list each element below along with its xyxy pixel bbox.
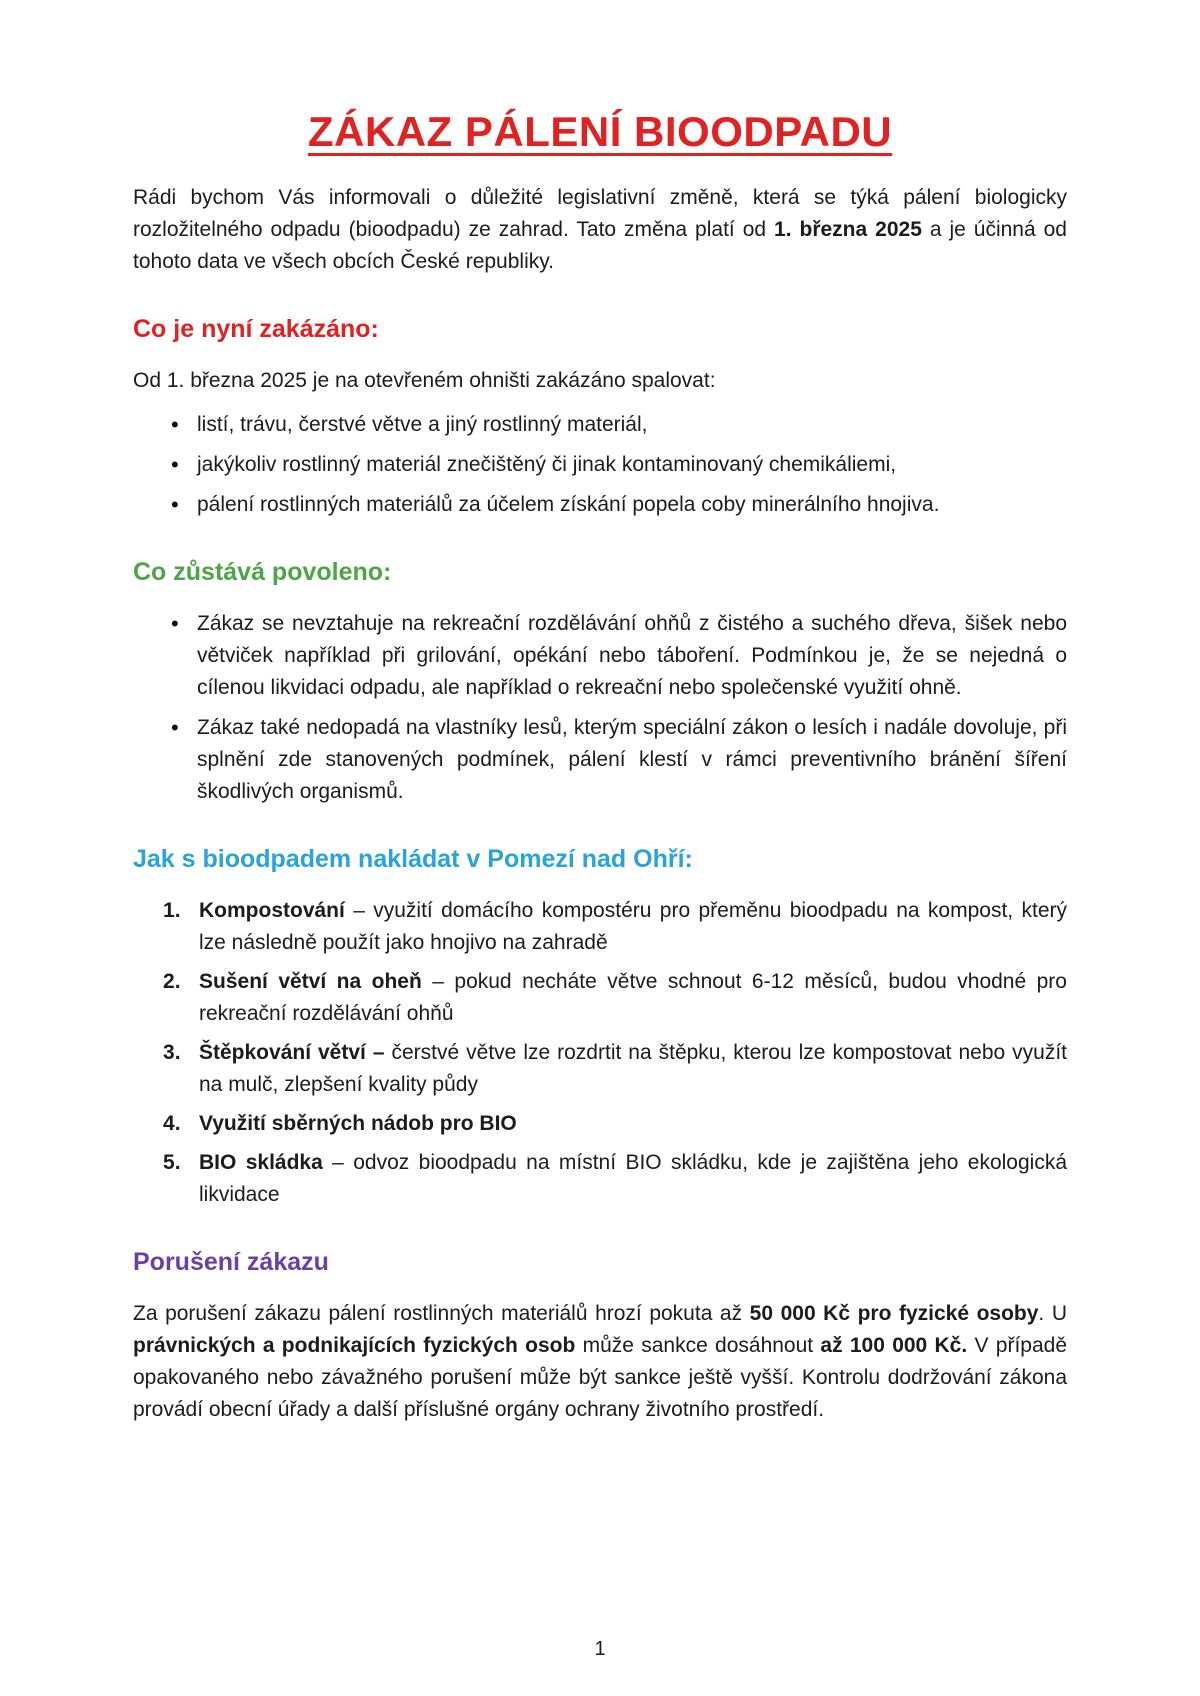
list-item: • Zákaz se nevztahuje na rekreační rozdělávání ohňů z čistého a suchého dřeva, šišek nebo větviček například při grilování, opékání nebo táboření. Podmínkou je, že se nejedná o cílenou likvidaci odpadu, ale například o rekreační nebo společenské využití ohně.: [169, 608, 1067, 704]
forbidden-lead: Od 1. března 2025 je na otevřeném ohništi zakázáno spalovat:: [133, 369, 716, 392]
section-heading-allowed: Co zůstává povoleno:: [133, 558, 392, 586]
list-item: BIO skládka – odvoz bioodpadu na místní BIO skládku, kde je zajištěna jeho ekologická likvidace: [199, 1151, 1067, 1206]
list-item: Využití sběrných nádob pro BIO: [199, 1112, 517, 1135]
section-heading-forbidden: Co je nyní zakázáno:: [133, 315, 379, 343]
list-item: • pálení rostlinných materiálů za účelem získání popela coby minerálního hnojiva.: [169, 489, 1067, 521]
intro-paragraph: Rádi bychom Vás informovali o důležité legislativní změně, která se týká pálení biologicky rozložitelného odpadu (bioodpadu) ze zahrad. Tato změna platí od 1. března 2025 a je účinná od tohoto data ve všech obcích České republiky.: [133, 186, 1067, 273]
section-heading-handling: Jak s bioodpadem nakládat v Pomezí nad Ohří:: [133, 845, 693, 873]
handling-list: [133, 895, 1067, 1211]
list-item: • Zákaz také nedopadá na vlastníky lesů, kterým speciální zákon o lesích i nadále dovoluje, při splnění zde stanovených podmínek, pálení klestí v rámci preventivního bránění šíření škodlivých organismů.: [169, 712, 1067, 808]
allowed-list: [133, 608, 1067, 808]
list-item: Kompostování – využití domácího kompostéru pro přeměnu bioodpadu na kompost, který lze následně použít jako hnojivo na zahradě: [199, 899, 1067, 954]
list-item: Štěpkování větví – čerstvé větve lze rozdrtit na štěpku, kterou lze kompostovat nebo využít na mulč, zlepšení kvality půdy: [199, 1041, 1068, 1096]
section-heading-violation: Porušení zákazu: [133, 1248, 329, 1276]
violation-paragraph: Za porušení zákazu pálení rostlinných materiálů hrozí pokuta až 50 000 Kč pro fyzické osoby. U právnických a podnikajících fyzických osob může sankce dosáhnout až 100 000 Kč. V případě opakovaného nebo závažného porušení může být sankce ještě vyšší. Kontrolu dodržování zákona provádí obecní úřady a další příslušné orgány ochrany životního prostředí.: [133, 1302, 1067, 1421]
forbidden-list: [133, 409, 1067, 521]
list-item: • listí, trávu, čerstvé větve a jiný rostlinný materiál,: [169, 409, 1067, 441]
document-title: ZÁKAZ PÁLENÍ BIOODPADU: [307, 108, 893, 155]
page-number: 1: [594, 1638, 606, 1660]
list-item: Sušení větví na oheň – pokud necháte větve schnout 6-12 měsíců, budou vhodné pro rekreační rozdělávání ohňů: [199, 970, 1067, 1025]
list-item: • jakýkoliv rostlinný materiál znečištěný či jinak kontaminovaný chemikáliemi,: [169, 449, 1067, 481]
